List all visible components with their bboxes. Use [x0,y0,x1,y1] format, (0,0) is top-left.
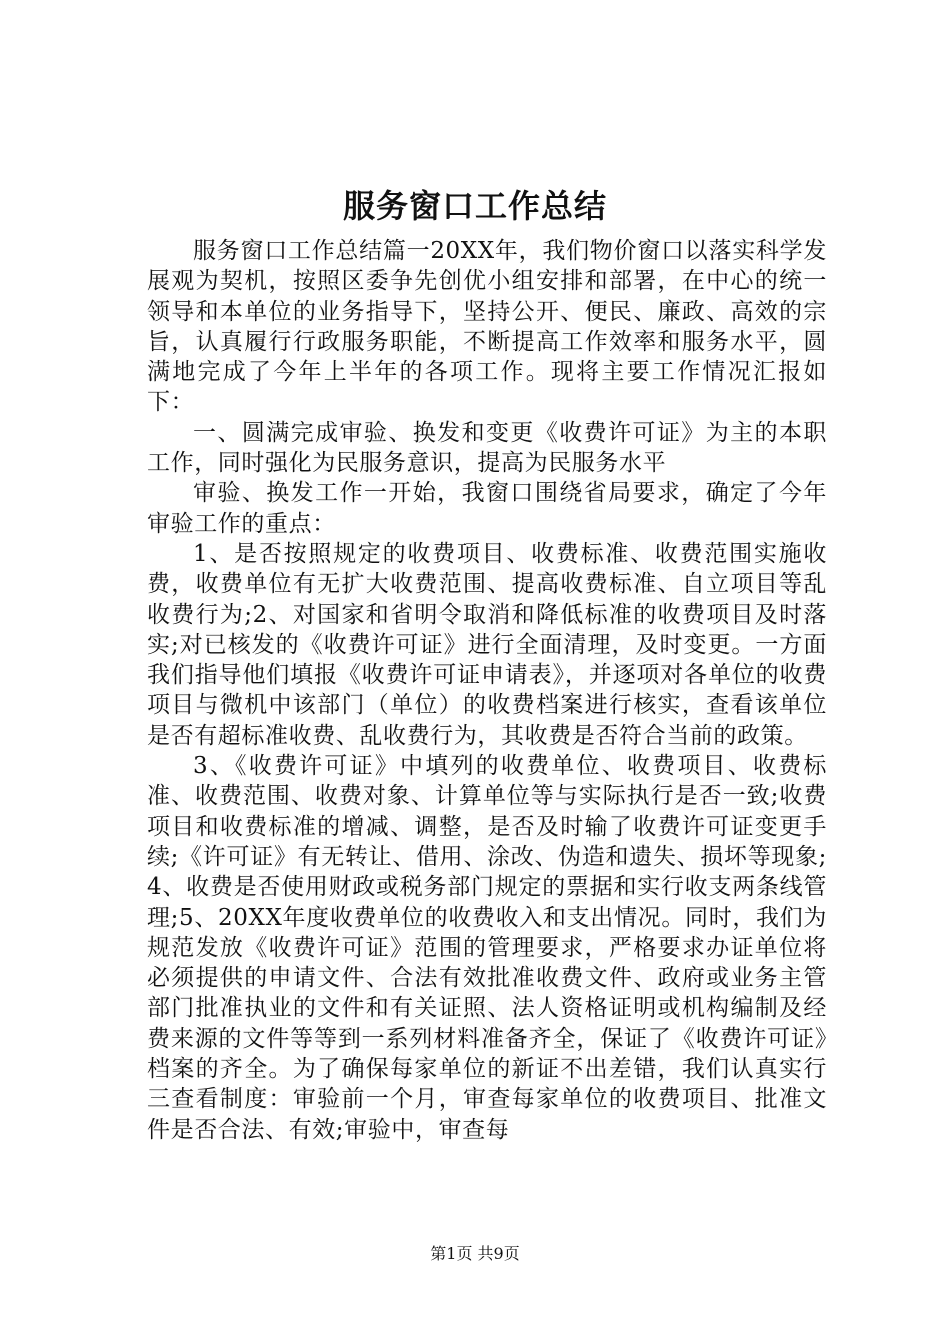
paragraph: 服务窗口工作总结篇一20XX年，我们物价窗口以落实科学发展观为契机，按照区委争先创优小组安排和部署，在中心的统一领导和本单位的业务指导下，坚持公开、便民、廉政、高效的宗旨，认真履行行政服务职能，不断提高工作效率和服务水平，圆满地完成了今年上半年的各项工作。现将主要工作情况汇报如下： [147,238,827,416]
page-footer: 第1页 共9页 [430,1244,520,1263]
paragraph: 3、《收费许可证》中填列的收费单位、收费项目、收费标准、收费范围、收费对象、计算单位等与实际执行是否一致;收费项目和收费标准的增减、调整，是否及时输了收费许可证变更手续;《许可证》有无转让、借用、涂改、伪造和遗失、损坏等现象;4、收费是否使用财政或税务部门规定的票据和实行收支两条线管理;5、20XX年度收费单位的收费收入和支出情况。同时，我们为规范发放《收费许可证》范围的管理要求，严格要求办证单位将必须提供的申请文件、合法有效批准收费文件、政府或业务主管部门批准执业的文件和有关证照、法人资格证明或机构编制及经费来源的文件等等到一系列材料准备齐全，保证了《收费许可证》档案的齐全。为了确保每家单位的新证不出差错，我们认真实行三查看制度：审验前一个月，审查每家单位的收费项目、批准文件是否合法、有效;审验中，审查每 [147,753,827,1143]
paragraph: 1、是否按照规定的收费项目、收费标准、收费范围实施收费，收费单位有无扩大收费范围、提高收费标准、自立项目等乱收费行为;2、对国家和省明令取消和降低标准的收费项目及时落实;对已核发的《收费许可证》进行全面清理，及时变更。一方面我们指导他们填报《收费许可证申请表》，并逐项对各单位的收费项目与微机中该部门（单位）的收费档案进行核实，查看该单位是否有超标准收费、乱收费行为，其收费是否符合当前的政策。 [147,540,827,749]
document-body [147,236,827,1145]
paragraph: 一、圆满完成审验、换发和变更《收费许可证》为主的本职工作，同时强化为民服务意识，提高为民服务水平 [147,419,827,477]
document-title: 服务窗口工作总结 [342,187,607,225]
paragraph: 审验、换发工作一开始，我窗口围绕省局要求，确定了今年审验工作的重点： [147,480,827,537]
